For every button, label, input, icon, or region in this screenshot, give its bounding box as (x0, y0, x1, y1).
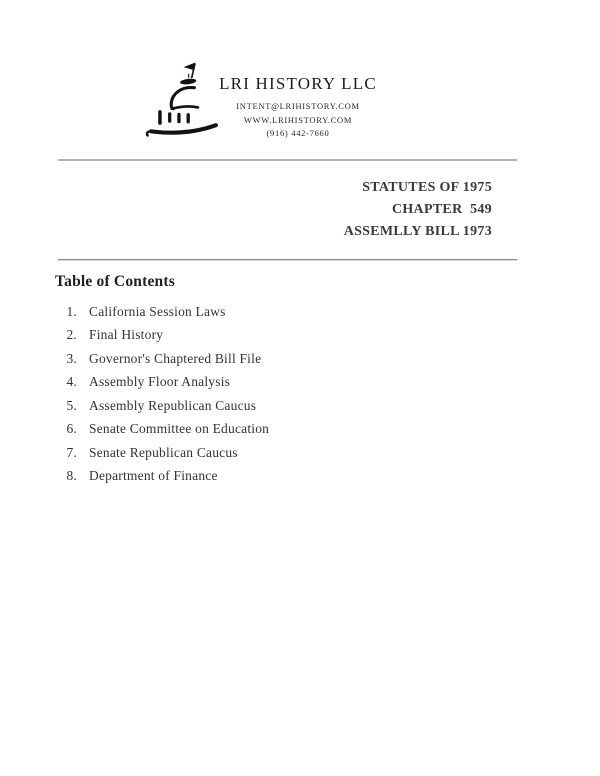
toc-item-number: 4. (66, 374, 77, 390)
toc-item-number: 8. (66, 468, 77, 484)
toc-item-label: Department of Finance (89, 468, 218, 484)
toc-item (55, 418, 269, 442)
toc-list (55, 300, 269, 488)
toc-item (55, 394, 269, 418)
toc-item-label: Assembly Republican Caucus (89, 397, 257, 413)
statutes-line: STATUTES OF 1975 (362, 180, 492, 195)
toc-item (55, 371, 269, 395)
toc-heading: Table of Contents (55, 273, 175, 290)
chapter-line: CHAPTER 549 (391, 202, 492, 217)
toc-item-label: Senate Republican Caucus (89, 444, 238, 460)
divider-top (58, 159, 517, 161)
toc-item-label: California Session Laws (89, 303, 226, 319)
toc-item (55, 300, 269, 324)
company-website: WWW.LRIHISTORY.COM (243, 114, 353, 125)
toc-item-number: 1. (66, 303, 77, 319)
statute-reference-block (344, 177, 492, 243)
toc-item-number: 2. (66, 327, 77, 343)
toc-item-number: 7. (66, 444, 77, 460)
toc-item (55, 441, 269, 465)
toc-item-label: Final History (89, 327, 164, 343)
company-name: LRI HISTORY LLC (219, 74, 377, 93)
assembly-bill-line: ASSEMLLY BILL 1973 (343, 224, 492, 239)
toc-item-number: 6. (66, 421, 77, 437)
toc-item (55, 324, 269, 348)
divider-bottom (58, 259, 517, 261)
toc-item-label: Senate Committee on Education (89, 421, 270, 437)
toc-item-number: 5. (66, 397, 77, 413)
company-contact-block (198, 74, 398, 141)
toc-item-number: 3. (66, 350, 77, 366)
company-phone: (916) 442-7660 (266, 128, 330, 138)
toc-item (55, 347, 269, 371)
toc-item-label: Governor's Chaptered Bill File (89, 350, 262, 366)
toc-item (55, 465, 269, 489)
toc-item-label: Assembly Floor Analysis (89, 374, 231, 390)
company-email: INTENT@LRIHISTORY.COM (236, 101, 360, 111)
